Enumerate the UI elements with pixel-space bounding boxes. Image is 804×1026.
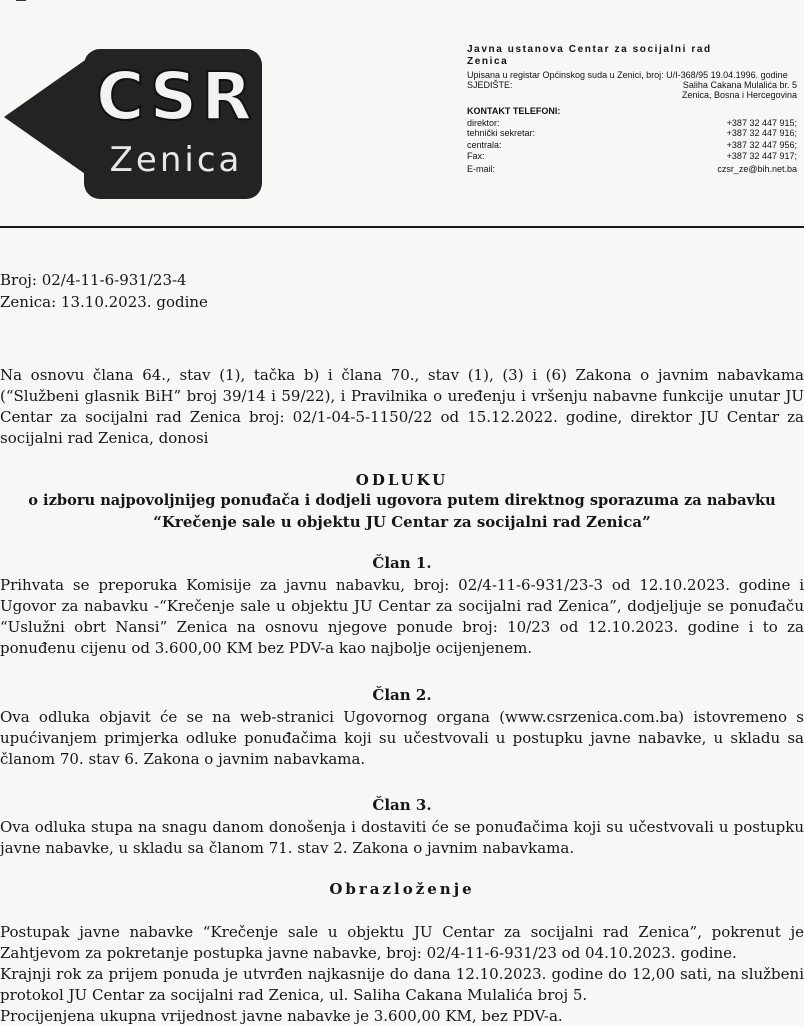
reasoning-paragraph-3: Procijenjena ukupna vrijednost javne nabavke je 3.600,00 KM, bez PDV-a.: [0, 1007, 563, 1025]
document-date: Zenica: 13.10.2023. godine: [0, 293, 208, 311]
logo-arrow-shape: [4, 58, 88, 176]
logo-zenica-text: Zenica: [109, 140, 243, 180]
decision-subtitle-2: “Krečenje sale u objektu JU Centar za socijalni rad Zenica”: [153, 513, 651, 531]
seat-city: Zenica, Bosna i Hercegovina: [681, 90, 797, 100]
header-divider: [0, 226, 804, 228]
seat-label: SJEDIŠTE:: [467, 80, 513, 90]
contact-value: +387 32 447 915;: [726, 118, 797, 128]
reasoning-paragraph-2: Krajnji rok za prijem ponuda je utvrđen najkasnije do dana 12.10.2023. godine do 12,00 sati, na službeni protokol JU Centar za socijalni rad Zenica, ul. Saliha Cakana Mulalića broj 5.: [0, 965, 804, 1004]
article-3-heading: Član 3.: [372, 796, 432, 814]
decision-title: ODLUKU: [355, 471, 449, 489]
contact-row-director: [467, 118, 797, 128]
scan-mark: [16, 0, 26, 7]
article-2-heading: Član 2.: [372, 686, 432, 704]
contact-value: czsr_ze@bih.net.ba: [717, 164, 797, 174]
seat-row: [467, 80, 797, 90]
institution-name: Javna ustanova Centar za socijalni rad Zenica: [467, 44, 712, 67]
contact-value: +387 32 447 956;: [726, 140, 797, 150]
contacts-title: KONTAKT TELEFONI:: [467, 106, 561, 116]
contact-row-secretary: [467, 128, 797, 138]
contact-label: Fax:: [467, 151, 485, 161]
contact-label: centrala:: [467, 140, 502, 150]
decision-subtitle-1: o izboru najpovoljnijeg ponuđača i dodjeli ugovora putem direktnog sporazuma za nabavku: [28, 492, 776, 509]
logo-csr-text: CSR: [96, 58, 257, 135]
contact-label: direktor:: [467, 118, 500, 128]
article-3-text: Ova odluka stupa na snagu danom donošenja i dostaviti će se ponuđačima koji su učestvovali u postupku javne nabavke, u skladu sa članom 71. stav 2. Zakona o javnim nabavkama.: [0, 818, 804, 857]
contact-row-fax: [467, 151, 797, 161]
contact-value: +387 32 447 917;: [726, 151, 797, 161]
reasoning-paragraph-1: Postupak javne nabavke “Krečenje sale u objektu JU Centar za socijalni rad Zenica”, pokrenut je Zahtjevom za pokretanje postupka javne nabavke, broj: 02/4-11-6-931/23 od 04.10.2023. godine.: [0, 923, 804, 962]
contact-label: tehnički sekretar:: [467, 128, 536, 138]
intro-paragraph: Na osnovu člana 64., stav (1), tačka b) i člana 70., stav (1), (3) i (6) Zakona o javnim nabavkama (“Službeni glasnik BiH” broj 39/14 i 59/22), i Pravilnika o uređenju i vršenju nabavne funkcije unutar JU Centar za socijalni rad Zenica broj: 02/1-04-5-1150/22 od 15.12.2022. godine, direktor JU Centar za socijalni rad Zenica, donosi: [0, 366, 804, 447]
reasoning-title: Obrazloženje: [329, 880, 475, 898]
article-1-text: Prihvata se preporuka Komisije za javnu nabavku, broj: 02/4-11-6-931/23-3 od 12.10.2023. godine i Ugovor za nabavku -“Krečenje sale u objektu JU Centar za socijalni rad Zenica”, dodjeljuje se ponuđaču “Uslužni obrt Nansi” Zenica na osnovu njegove ponude broj: 10/23 od 12.10.2023. godine i to za ponuđenu cijenu od 3.600,00 KM bez PDV-a kao najbolje ocijenjenem.: [0, 576, 804, 657]
document-number: Broj: 02/4-11-6-931/23-4: [0, 271, 187, 289]
article-2-text: Ova odluka objavit će se na web-stranici Ugovornog organa (www.csrzenica.com.ba) istovremeno s upućivanjem primjerka odluke ponuđačima koji su učestvovali u postupku javne nabavke, u skladu sa članom 70. stav 6. Zakona o javnim nabavkama.: [0, 708, 804, 768]
article-1-heading: Član 1.: [372, 554, 432, 572]
registration-line: Upisana u registar Općinskog suda u Zenici, broj: U/I-368/95 19.04.1996. godine: [467, 70, 788, 80]
contact-row-switchboard: [467, 140, 797, 150]
contact-label: E-mail:: [467, 164, 496, 174]
contact-row-email: [467, 164, 797, 174]
seat-street: Saliha Cakana Mulalića br. 5: [682, 80, 797, 90]
contact-value: +387 32 447 916;: [726, 128, 797, 138]
